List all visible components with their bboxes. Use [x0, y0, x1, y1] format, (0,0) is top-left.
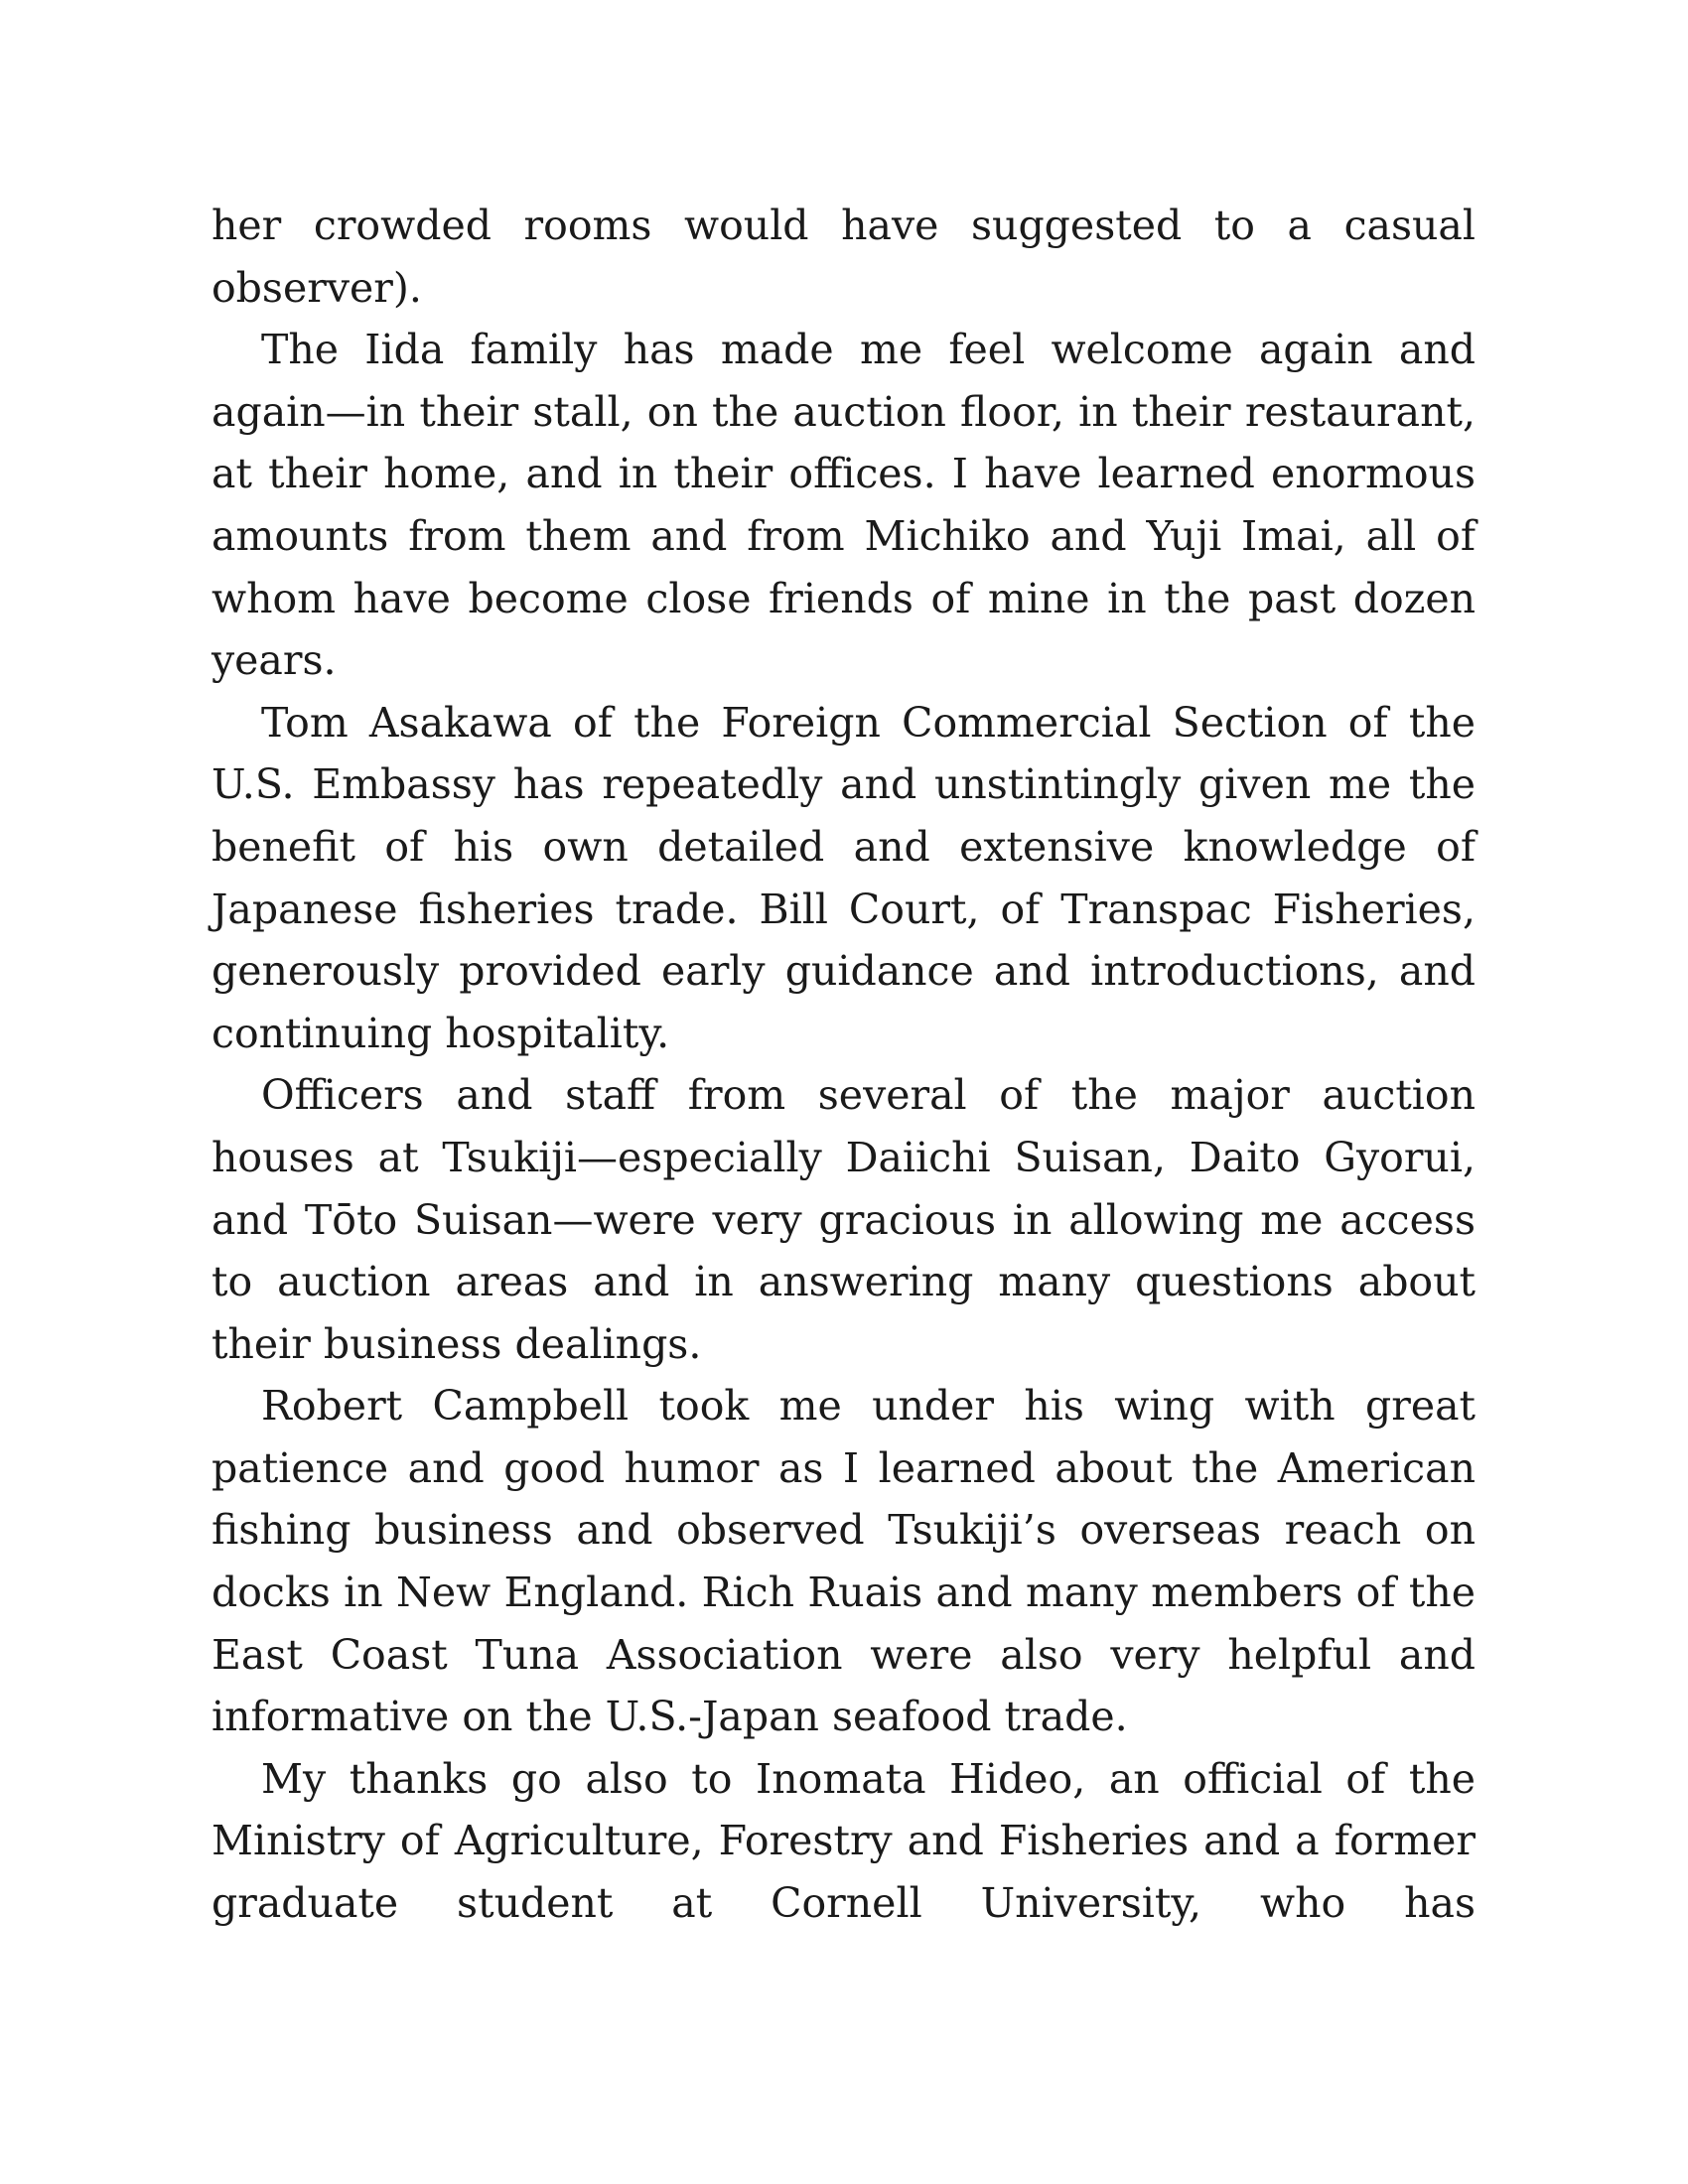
paragraph-continuation: her crowded rooms would have suggested to a casual observer).	[211, 202, 1476, 312]
paragraph-robert-campbell: Robert Campbell took me under his wing with great patience and good humor as I learned about the American fishing business and observed Tsukiji’s overseas reach on docks in New England. Rich Ruais and many members of the East Coast Tuna Association were also very helpful and informative on the U.S.-Japan seafood trade.	[211, 1382, 1476, 1741]
paragraph-tom-asakawa: Tom Asakawa of the Foreign Commercial Section of the U.S. Embassy has repeatedly and unstintingly given me the benefit of his own detailed and extensive knowledge of Japanese fisheries trade. Bill Court, of Transpac Fisheries, generously provided early guidance and introductions, and continuing hospitality.	[211, 698, 1476, 1057]
paragraph-inomata-hideo: My thanks go also to Inomata Hideo, an official of the Ministry of Agriculture, Forestry and Fisheries and a former graduate student at Cornell University, who has	[211, 1754, 1476, 1928]
paragraph-iida-family: The Iida family has made me feel welcome again and again—in their stall, on the auction floor, in their restaurant, at their home, and in their offices. I have learned enormous amounts from them and from Michiko and Yuji Imai, all of whom have become close friends of mine in the past dozen years.	[211, 326, 1476, 685]
page-body	[211, 195, 1476, 1935]
paragraph-auction-houses: Officers and staff from several of the major auction houses at Tsukiji—especially Daiichi Suisan, Daito Gyorui, and Tōto Suisan—were very gracious in allowing me access to auction areas and in answering many questions about their business dealings.	[211, 1071, 1476, 1368]
